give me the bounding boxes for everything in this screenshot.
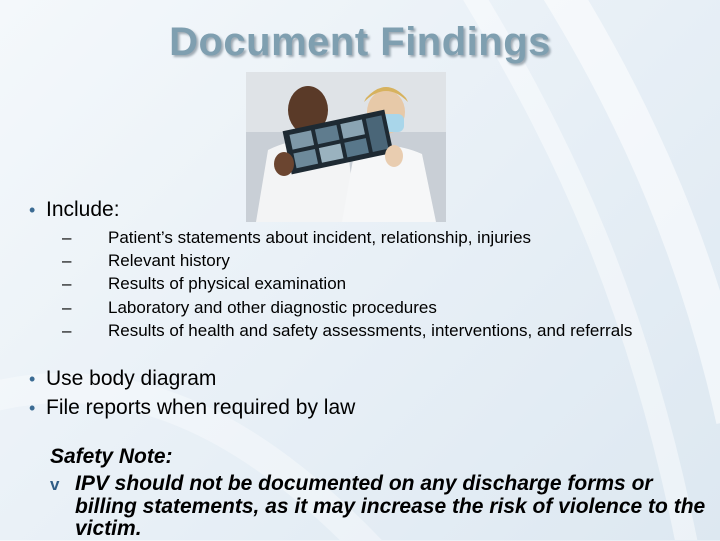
sub-bullet-item <box>62 296 662 319</box>
dash-marker: – <box>62 297 72 317</box>
doctors-xray-photo <box>246 72 446 222</box>
sub-bullet-item <box>62 249 662 272</box>
dash-marker: – <box>62 228 72 247</box>
sub-bullet-text: Laboratory and other diagnostic procedures <box>108 297 437 317</box>
dash-marker: – <box>62 274 72 294</box>
bullet-include <box>29 198 120 222</box>
bullet-text: Include: <box>46 198 120 221</box>
sub-bullet-item <box>62 272 662 295</box>
bullet-body-diagram <box>29 367 216 391</box>
sub-bullet-text: Results of physical examination <box>108 274 347 294</box>
sub-bullet-item <box>62 319 662 342</box>
safety-note-body <box>50 473 718 541</box>
bullet-text: File reports when required by law <box>46 396 356 419</box>
sub-bullet-text: Relevant history <box>108 251 230 271</box>
sub-bullet-text: Results of health and safety assessments, interventions, and referrals <box>108 320 633 340</box>
bullet-marker: • <box>29 369 36 389</box>
dash-marker: – <box>62 251 72 271</box>
bullet-file-reports <box>29 396 355 420</box>
sub-bullet-list <box>62 226 662 342</box>
slide-title: Document Findings <box>169 20 551 64</box>
dash-marker: – <box>62 320 72 340</box>
safety-note-text: IPV should not be documented on any discharge forms or billing statements, as it may increase the risk of violence to the victim. <box>75 472 706 540</box>
bullet-marker: • <box>29 398 36 418</box>
bullet-text: Use body diagram <box>46 367 217 390</box>
sub-bullet-text: Patient’s statements about incident, relationship, injuries <box>108 228 532 247</box>
safety-note-heading: Safety Note: <box>50 445 173 468</box>
checkmark-v-icon: v <box>50 475 60 494</box>
sub-bullet-item <box>62 226 662 249</box>
bullet-marker: • <box>29 200 36 220</box>
